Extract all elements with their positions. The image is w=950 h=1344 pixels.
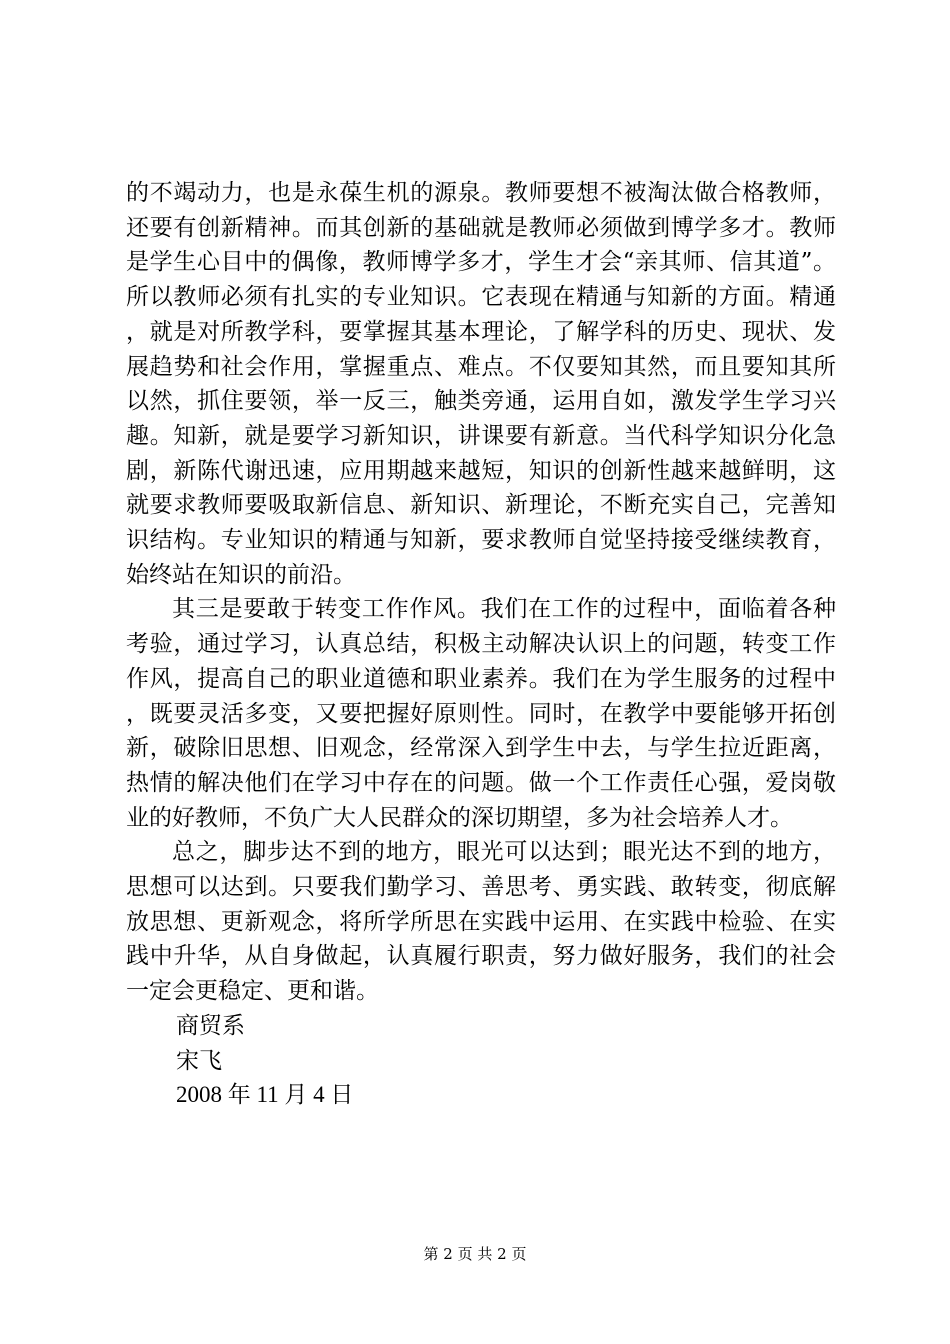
paragraph-conclusion: 总之，脚步达不到的地方，眼光可以达到；眼光达不到的地方，思想可以达到。只要我们勤学习、善思考、勇实践、敢转变，彻底解放思想、更新观念，将所学所思在实践中运用、在实践中检验、在实践中升华，从自身做起，认真履行职责，努力做好服务，我们的社会一定会更稳定、更和谐。 bbox=[126, 839, 836, 1005]
signature-date: 2008 年 11 月 4 日 bbox=[176, 1082, 354, 1108]
paragraph-continuation: 的不竭动力，也是永葆生机的源泉。教师要想不被淘汰做合格教师，还要有创新精神。而其创新的基础就是教师必须做到博学多才。教师是学生心目中的偶像，教师博学多才，学生才会“亲其师、信其道”。所以教师必须有扎实的专业知识。它表现在精通与知新的方面。精通，就是对所教学科，要掌握其基本理论，了解学科的历史、现状、发展趋势和社会作用，掌握重点、难点。不仅要知其然，而且要知其所以然，抓住要领，举一反三，触类旁通，运用自如，激发学生学习兴趣。知新，就是要学习新知识，讲课要有新意。当代科学知识分化急剧，新陈代谢迅速，应用期越来越短，知识的创新性越来越鲜明，这就要求教师要吸取新信息、新知识、新理论，不断充实自己，完善知识结构。专业知识的精通与知新，要求教师自觉坚持接受继续教育，始终站在知识的前沿。 bbox=[126, 180, 836, 588]
document-body bbox=[126, 176, 836, 1113]
signature-author: 宋飞 bbox=[176, 1047, 222, 1074]
page-footer: 第 2 页 共 2 页 bbox=[423, 1245, 527, 1263]
paragraph-work-style: 其三是要敢于转变工作作风。我们在工作的过程中，面临着各种考验，通过学习，认真总结，积极主动解决认识上的问题，转变工作作风，提高自己的职业道德和职业素养。我们在为学生服务的过程中，既要灵活多变，又要把握好原则性。同时，在教学中要能够开拓创新，破除旧思想、旧观念，经常深入到学生中去，与学生拉近距离，热情的解决他们在学习中存在的问题。做一个工作责任心强，爱岗敬业的好教师，不负广大人民群众的深切期望，多为社会培养人才。 bbox=[126, 596, 836, 831]
signature-department: 商贸系 bbox=[176, 1012, 245, 1039]
